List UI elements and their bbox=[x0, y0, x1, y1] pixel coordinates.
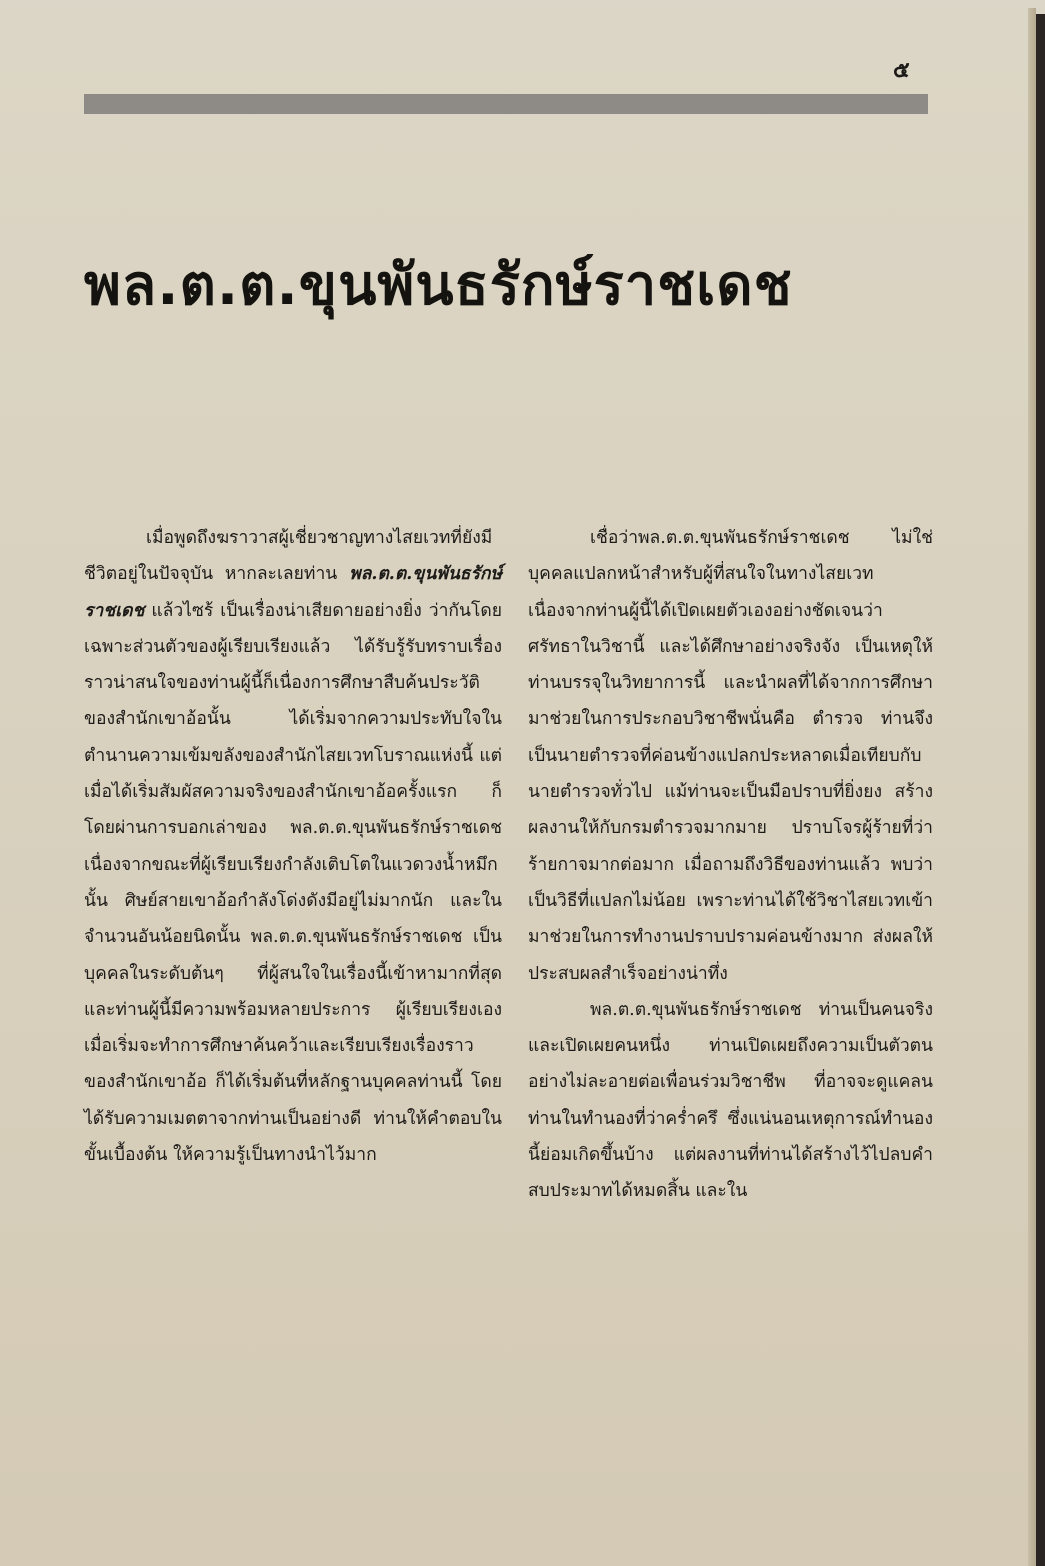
left-paragraph-1-intro: เมื่อพูดถึงฆราวาสผู้เชี่ยวชาญทางไสยเวทที่ยังมีชีวิตอยู่ในปัจจุบัน หากละเลยท่าน bbox=[84, 528, 493, 585]
page-number: ๕ bbox=[893, 57, 910, 83]
book-page bbox=[0, 8, 1036, 1566]
page-title: พล.ต.ต.ขุนพันธรักษ์ราชเดช bbox=[84, 253, 793, 318]
right-paragraph-1: เชื่อว่าพล.ต.ต.ขุนพันธรักษ์ราชเดช ไม่ใช่บุคคลแปลกหน้าสำหรับผู้ที่สนใจในทางไสยเวท เนื่องจากท่านผู้นี้ได้เปิดเผยตัวเองอย่างชัดเจนว่า ศรัทธาในวิชานี้ และได้ศึกษาอย่างจริงจัง เป็นเหตุให้ท่านบรรจุในวิทยาการนี้ และนำผลที่ได้จากการศึกษามาช่วยในการประกอบวิชาชีพนั่นคือ ตำรวจ ท่านจึงเป็นนายตำรวจที่ค่อนข้างแปลกประหลาดเมื่อเทียบกับนายตำรวจทั่วไป แม้ท่านจะเป็นมือปราบที่ยิ่งยง สร้างผลงานให้กับกรมตำรวจมากมาย ปราบโจรผู้ร้ายที่ว่าร้ายกาจมากต่อมาก เมื่อถามถึงวิธีของท่านแล้ว พบว่าเป็นวิธีที่แปลกไม่น้อย เพราะท่านได้ใช้วิชาไสยเวทเข้ามาช่วยในการทำงานปราบปรามค่อนข้างมาก ส่งผลให้ประสบผลสำเร็จอย่างน่าทึ่ง bbox=[528, 528, 933, 984]
right-paragraph-2: พล.ต.ต.ขุนพันธรักษ์ราชเดช ท่านเป็นคนจริงและเปิดเผยคนหนึ่ง ท่านเปิดเผยถึงความเป็นตัวตนอย่างไม่ละอายต่อเพื่อนร่วมวิชาชีพ ที่อาจจะดูแคลนท่านในทำนองที่ว่าคร่ำครึ ซึ่งแน่นอนเหตุการณ์ทำนองนี้ย่อมเกิดขึ้นบ้าง แต่ผลงานที่ท่านได้สร้างไว้ไปลบคำสบประมาทได้หมดสิ้น และใน bbox=[528, 999, 933, 1202]
left-paragraph-1-body: แล้วไซร้ เป็นเรื่องน่าเสียดายอย่างยิ่ง ว่ากันโดยเฉพาะส่วนตัวของผู้เรียบเรียงแล้ว ได้รับรู้รับทราบเรื่องราวน่าสนใจของท่านผู้นี้ก็เนื่องการศึกษาสืบค้นประวัติของสำนักเขาอ้อนั้น ได้เริ่มจากความประทับใจในตำนานความเข้มขลังของสำนักไสยเวทโบราณแห่งนี้ แต่เมื่อได้เริ่มสัมผัสความจริงของสำนักเขาอ้อครั้งแรก ก็โดยผ่านการบอกเล่าของ พล.ต.ต.ขุนพันธรักษ์ราชเดช เนื่องจากขณะที่ผู้เรียบเรียงกำลังเติบโตในแวดวงน้ำหมึกนั้น ศิษย์สายเขาอ้อกำลังโด่งดังมีอยู่ไม่มากนัก และในจำนวนอันน้อยนิดนั้น พล.ต.ต.ขุนพันธรักษ์ราชเดช เป็นบุคคลในระดับต้นๆ ที่ผู้สนใจในเรื่องนี้เข้าหามากที่สุด และท่านผู้นี้มีความพร้อมหลายประการ ผู้เรียบเรียงเองเมื่อเริ่มจะทำการศึกษาค้นคว้าและเรียบเรียงเรื่องราวของสำนักเขาอ้อ ก็ได้เริ่มต้นที่หลักฐานบุคคลท่านนี้ โดยได้รับความเมตตาจากท่านเป็นอย่างดี ท่านให้คำตอบในขั้นเบื้องต้น ให้ความรู้เป็นทางนำไว้มาก bbox=[84, 600, 502, 1166]
page-edge bbox=[1028, 8, 1036, 1566]
person-name-emphasis: พล.ต.ต.ขุนพันธรักษ์ราชเดช bbox=[84, 564, 502, 621]
header-rule bbox=[84, 94, 928, 114]
right-column bbox=[528, 520, 933, 1210]
left-paragraph-1 bbox=[84, 520, 502, 1173]
left-column bbox=[84, 520, 502, 1173]
